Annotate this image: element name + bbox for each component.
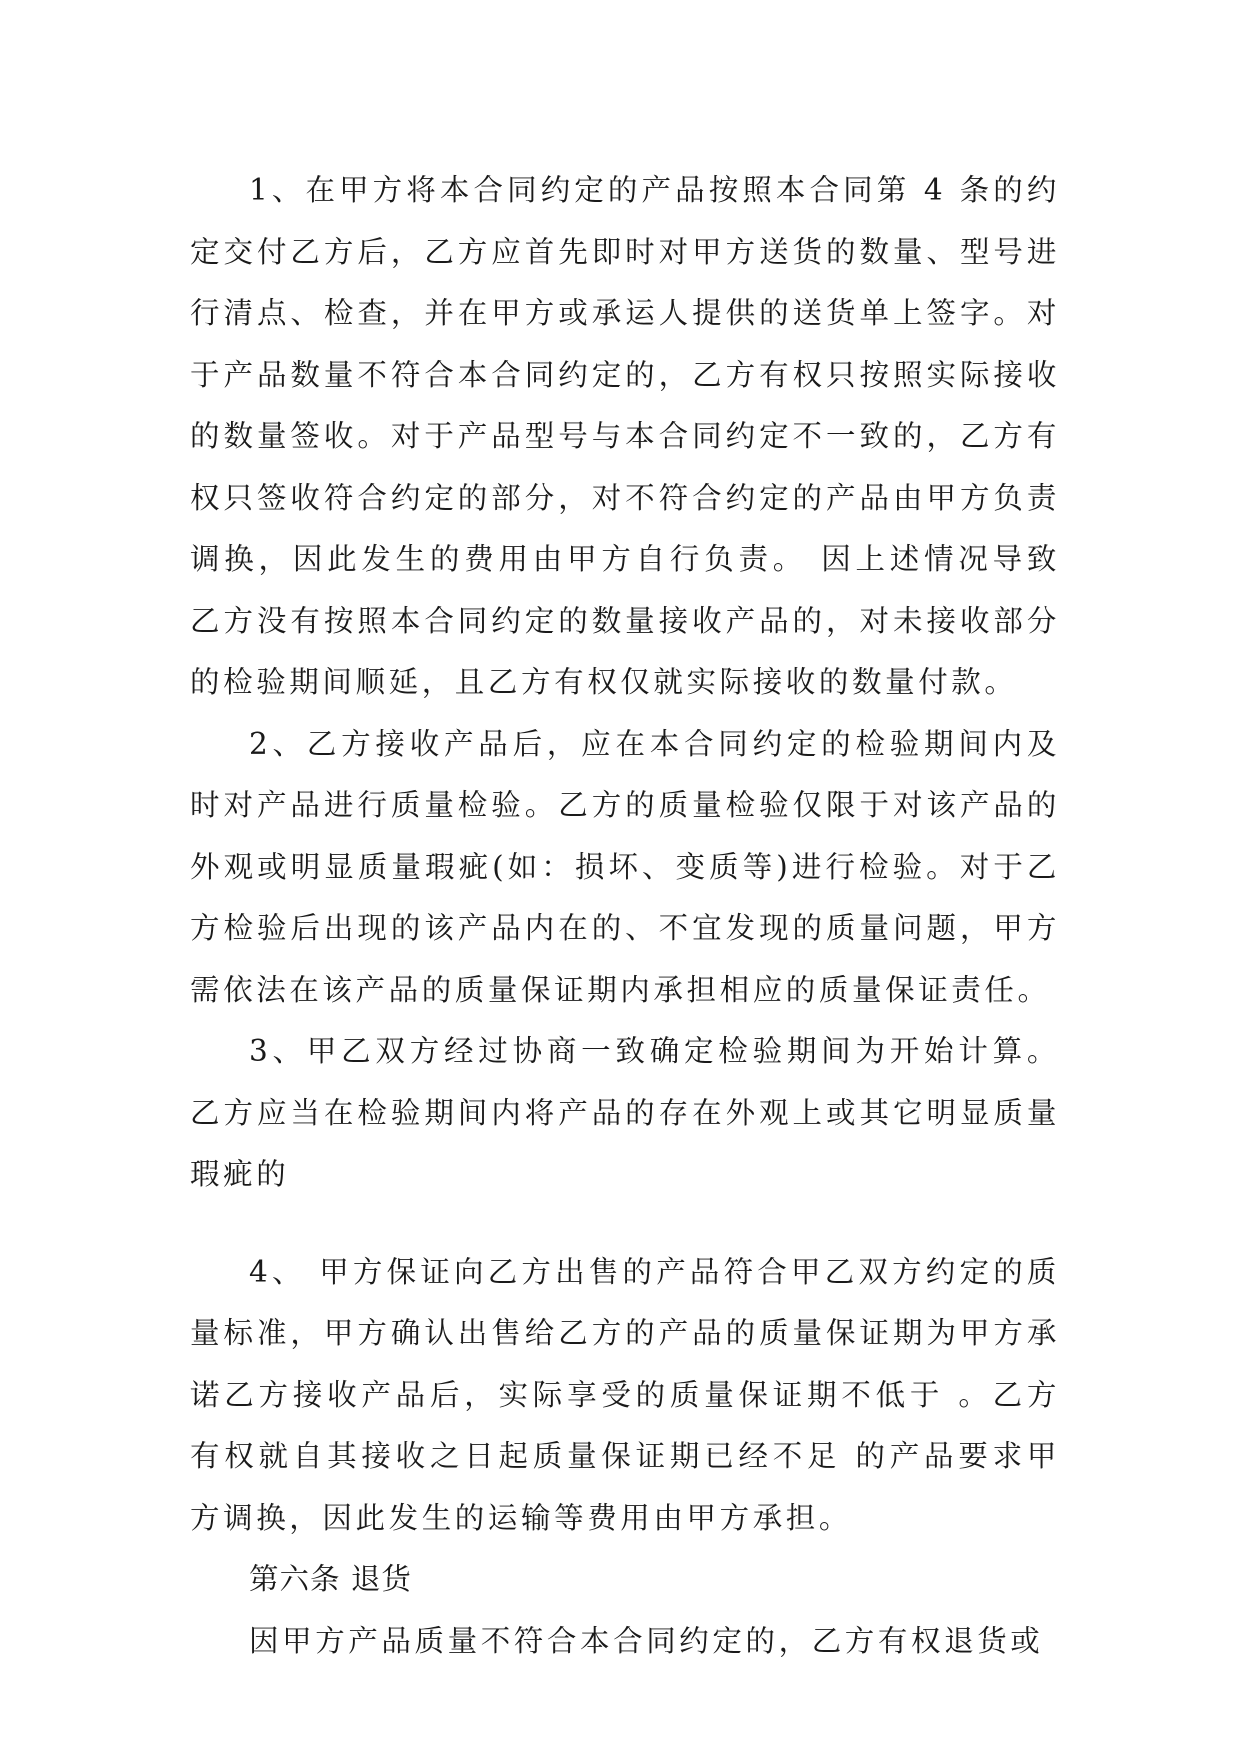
clause-4-quality-guarantee: 4、 甲方保证向乙方出售的产品符合甲乙双方约定的质量标准，甲方确认出售给乙方的产品的质量保证期为甲方承诺乙方接收产品后，实际享受的质量保证期不低于 。乙方有权就自其接收之日起质量保证期已经不足 的产品要求甲方调换，因此发生的运输等费用由甲方承担。: [190, 1254, 1060, 1535]
section-heading-returns: 第六条 退货: [249, 1562, 412, 1596]
clause-2-quality-inspection: 2、乙方接收产品后，应在本合同约定的检验期间内及时对产品进行质量检验。乙方的质量检验仅限于对该产品的外观或明显质量瑕疵(如：损坏、变质等)进行检验。对于乙方检验后出现的该产品内在的、不宜发现的质量问题，甲方需依法在该产品的质量保证期内承担相应的质量保证责任。: [190, 726, 1060, 1007]
returns-paragraph: 因甲方产品质量不符合本合同约定的，乙方有权退货或: [249, 1623, 1044, 1658]
clause-1-inspection-on-delivery: 1、在甲方将本合同约定的产品按照本合同第 4 条的约定交付乙方后，乙方应首先即时对甲方送货的数量、型号进行清点、检查，并在甲方或承运人提供的送货单上签字。对于产品数量不符合本合同约定的，乙方有权只按照实际接收的数量签收。对于产品型号与本合同约定不一致的，乙方有权只签收符合约定的部分，对不符合约定的产品由甲方负责调换，因此发生的费用由甲方自行负责。 因上述情况导致乙方没有按照本合同约定的数量接收产品的，对未接收部分的检验期间顺延，且乙方有权仅就实际接收的数量付款。: [190, 173, 1060, 699]
document-page: [190, 160, 1060, 1672]
clause-3-inspection-period: 3、甲乙双方经过协商一致确定检验期间为开始计算。乙方应当在检验期间内将产品的存在外观上或其它明显质量瑕疵的: [190, 1034, 1060, 1191]
